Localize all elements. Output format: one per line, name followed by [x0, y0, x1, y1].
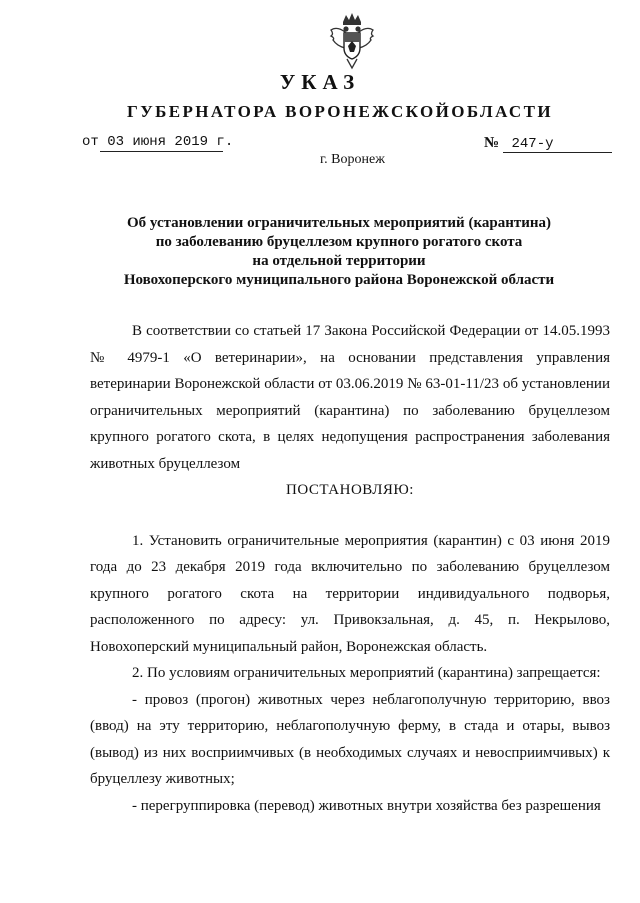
- document-issuer: ГУБЕРНАТОРА ВОРОНЕЖСКОЙОБЛАСТИ: [127, 102, 553, 121]
- subject-line: Новохоперского муниципального района Воронежской области: [123, 272, 555, 288]
- number-sign: №: [484, 135, 500, 151]
- document-body: [90, 318, 610, 819]
- decree-word: ПОСТАНОВЛЯЮ:: [286, 482, 414, 498]
- number-value: 247-у: [511, 136, 554, 152]
- subject-line: по заболеванию бруцеллезом крупного рогатого скота: [155, 234, 523, 250]
- document-subject: [0, 214, 640, 290]
- city: г. Воронеж: [320, 152, 385, 167]
- number-underline: [503, 152, 612, 153]
- decree-item: 1. Установить ограничительные мероприятия (карантин) с 03 июня 2019 года до 23 декабря 2019 года включительно по заболеванию бруцеллезом крупного рогатого скота на территории индивидуального подворья, расположенного по адресу: ул. Привокзальная, д. 45, п. Некрылово, Новохоперский муниципальный район, Воронежская область.: [90, 532, 610, 655]
- decree-item: - перегруппировка (перевод) животных внутри хозяйства без разрешения: [132, 797, 601, 814]
- decree-item: 2. По условиям ограничительных мероприятий (карантина) запрещается:: [132, 665, 601, 681]
- date-block: [82, 134, 233, 150]
- date-prefix: от: [82, 134, 99, 150]
- number-block: [484, 135, 554, 152]
- subject-line: Об установлении ограничительных мероприятий (карантина): [126, 215, 551, 231]
- date-value: 03 июня 2019 г.: [107, 134, 234, 150]
- coat-of-arms-icon: [327, 12, 377, 70]
- subject-line: на отдельной территории: [252, 253, 426, 269]
- document-title: УКАЗ: [279, 70, 361, 94]
- date-underline: [100, 151, 223, 152]
- preamble-paragraph: В соответствии со статьей 17 Закона Российской Федерации от 14.05.1993 № 4979-1 «О ветеринарии», на основании представления управления ветеринарии Воронежской области от 03.06.2019 № 63-01-11/23 об установлении ограничительных мероприятий (карантина) по заболеванию бруцеллезом крупного рогатого скота, в целях недопущения распространения заболевания животных бруцеллезом: [90, 323, 610, 472]
- decree-item: - провоз (прогон) животных через неблагополучную территорию, ввоз (ввод) на эту территорию, неблагополучную ферму, в стада и отары, вывоз (вывод) из них восприимчивых (в необходимых случаях и невосприимчивых) к бруцеллезу животных;: [90, 691, 610, 787]
